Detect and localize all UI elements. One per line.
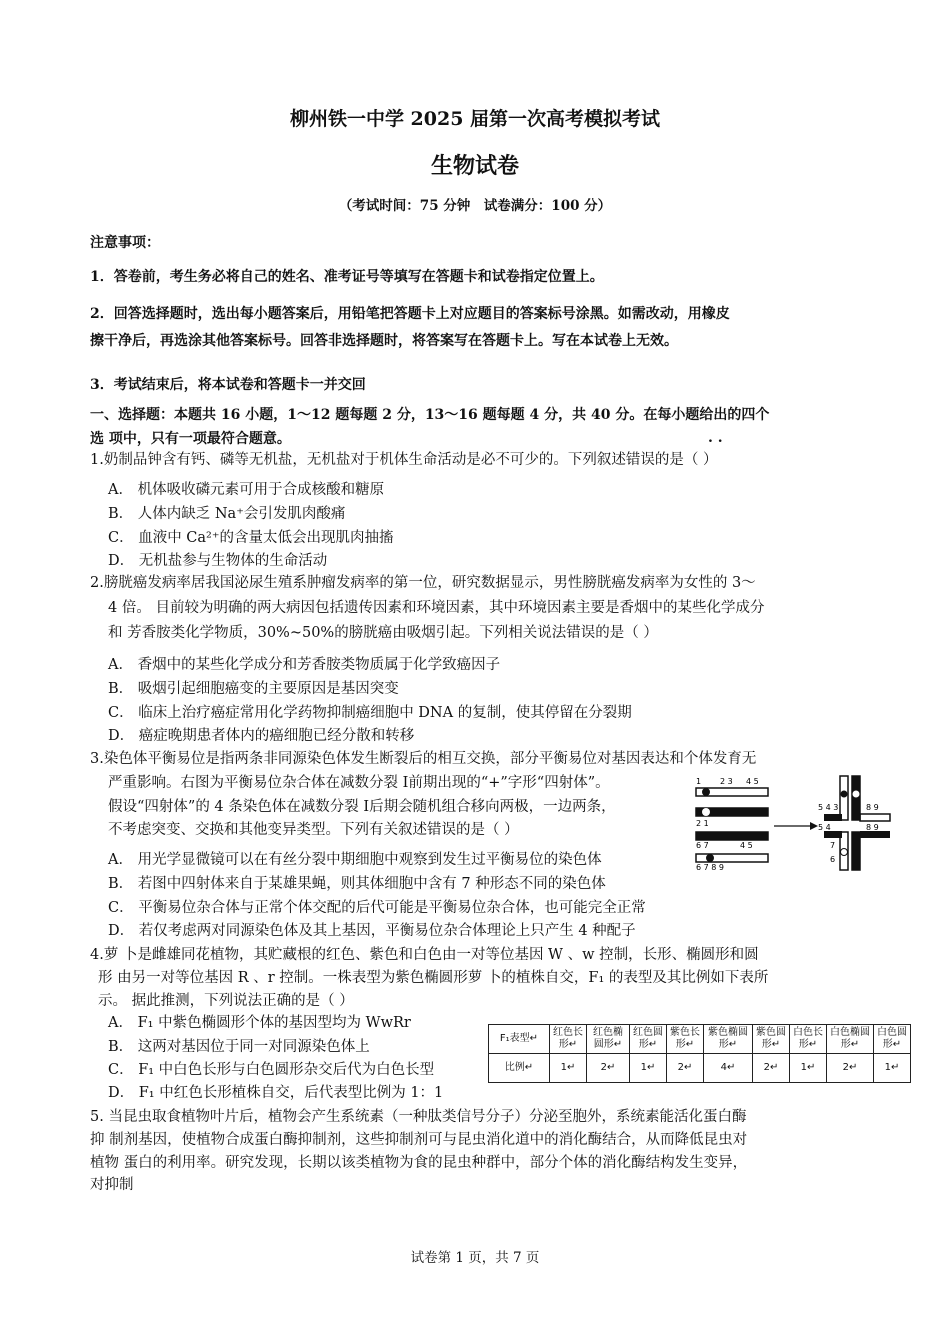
q5-line2: 抑 制剂基因，使植物合成蛋白酶抑制剂，这些抑制剂可与昆虫消化道中的消化酶结合，从而降低昆虫对 xyxy=(90,1132,748,1148)
notice-item-1: 1．答卷前，考生务必将自己的姓名、准考证号等填写在答题卡和试卷指定位置上。 xyxy=(90,269,604,285)
q2-option-c: C． 临床上治疗癌症常用化学药物抑制癌细胞中 DNA 的复制，使其停留在分裂期 xyxy=(108,705,632,721)
figure-label: 2 3 xyxy=(720,777,733,786)
figure-label: 2 1 xyxy=(696,819,709,828)
q5-line4: 对抑制 xyxy=(90,1177,134,1193)
table-header-cell: F₁表型↵ xyxy=(489,1025,550,1054)
q1-option-d: D． 无机盐参与生物体的生命活动 xyxy=(108,553,328,569)
q1-option-b: B． 人体内缺乏 Na⁺会引发肌肉酸痛 xyxy=(108,506,346,522)
table-header-cell: 比例↵ xyxy=(489,1054,550,1083)
subject-title: 生物试卷 xyxy=(430,153,519,179)
section1-line2: 选 项中，只有一项最符合题意。 xyxy=(90,431,291,447)
q1-option-a: A． 机体吸收磷元素可用于合成核酸和糖原 xyxy=(108,482,385,498)
q2-option-b: B． 吸烟引起细胞癌变的主要原因是基因突变 xyxy=(108,681,399,697)
f1-phenotype-table xyxy=(488,1024,911,1083)
q4-option-c: C． F₁ 中白色长形与白色圆形杂交后代为白色长型 xyxy=(108,1062,435,1078)
chromosome-3 xyxy=(696,832,768,840)
table-cell: 2↵ xyxy=(827,1054,874,1083)
q3-option-b: B． 若图中四射体来自于某雄果蝇，则其体细胞中含有 7 种形态不同的染色体 xyxy=(108,876,606,892)
table-cell: 紫色长形↵ xyxy=(667,1025,704,1054)
notice-item-3: 3．考试结束后，将本试卷和答题卡一并交回 xyxy=(90,377,366,393)
arm-right-bottom xyxy=(860,831,890,838)
table-cell: 2↵ xyxy=(667,1054,704,1083)
q2-option-d: D． 癌症晚期患者体内的癌细胞已经分散和转移 xyxy=(108,728,415,744)
q4-option-b: B． 这两对基因位于同一对同源染色体上 xyxy=(108,1039,370,1055)
q4-line3: 示。 据此推测，下列说法正确的是（ ） xyxy=(98,993,354,1009)
table-cell: 红色长形↵ xyxy=(550,1025,587,1054)
arm-left-top xyxy=(824,814,842,821)
table-cell: 白色长形↵ xyxy=(790,1025,827,1054)
table-cell: 4↵ xyxy=(704,1054,753,1083)
figure-label: 1 xyxy=(696,777,702,786)
exam-title: 柳州铁一中学 2025 届第一次高考模拟考试 xyxy=(289,108,661,130)
q4-line2: 形 由另一对等位基因 R 、r 控制。一株表型为紫色椭圆形萝 卜的植株自交，F₁ 的表型及其比例如下表所 xyxy=(98,970,769,986)
table-cell: 白色椭圆形↵ xyxy=(827,1025,874,1054)
table-cell: 1↵ xyxy=(630,1054,667,1083)
notice-item-2-line1: 2．回答选择题时，选出每小题答案后，用铅笔把答题卡上对应题目的答案标号涂黑。如需改动，用橡皮 xyxy=(90,306,730,322)
q4-option-a: A． F₁ 中紫色椭圆形个体的基因型均为 WwRr xyxy=(108,1015,411,1031)
q5-line3: 植物 蛋白的利用率。研究发现，长期以该类植物为食的昆虫种群中，部分个体的消化酶结构发生变异， xyxy=(90,1155,748,1171)
table-cell: 1↵ xyxy=(790,1054,827,1083)
figure-label: 5 4 xyxy=(818,823,831,832)
page-footer: 试卷第 1 页，共 7 页 xyxy=(410,1250,540,1266)
centromere xyxy=(853,791,860,798)
centromere xyxy=(841,791,848,798)
table-cell: 白色圆形↵ xyxy=(874,1025,911,1054)
q4-line1: 4.萝 卜是雌雄同花植物，其贮藏根的红色、紫色和白色由一对等位基因 W 、w 控制，长形、椭圆形和圆 xyxy=(90,947,759,963)
table-cell: 2↵ xyxy=(587,1054,630,1083)
quadrivalent-figure xyxy=(688,774,893,874)
figure-label: 4 5 xyxy=(740,841,753,850)
arm-left-bottom xyxy=(824,831,842,838)
arm-right-top xyxy=(860,814,890,821)
q3-line2: 严重影响。右图为平衡易位杂合体在减数分裂 Ⅰ前期出现的“+”字形“四射体”。 xyxy=(108,775,610,791)
table-cell: 紫色圆形↵ xyxy=(753,1025,790,1054)
q3-line1: 3.染色体平衡易位是指两条非同源染色体发生断裂后的相互交换，部分平衡易位对基因表达和个体发育无 xyxy=(90,751,757,767)
centromere xyxy=(702,788,710,796)
centromere xyxy=(841,849,848,856)
table-cell: 2↵ xyxy=(753,1054,790,1083)
q2-line2: 4 倍。 目前较为明确的两大病因包括遗传因素和环境因素，其中环境因素主要是香烟中的某些化学成分 xyxy=(108,600,765,616)
q3-option-c: C． 平衡易位杂合体与正常个体交配的后代可能是平衡易位杂合体，也可能完全正常 xyxy=(108,900,646,916)
emphasis-dots: . . xyxy=(708,430,723,446)
figure-label: 8 9 xyxy=(866,803,879,812)
figure-label: 6 xyxy=(830,855,836,864)
arrow-head-icon xyxy=(810,822,818,830)
table-cell: 1↵ xyxy=(874,1054,911,1083)
arm-bottom-right xyxy=(852,832,860,870)
table-cell: 红色圆形↵ xyxy=(630,1025,667,1054)
notice-item-2-line2: 擦干净后，再选涂其他答案标号。回答非选择题时，将答案写在答题卡上。写在本试卷上无效。 xyxy=(90,333,678,349)
figure-label: 5 4 3 xyxy=(818,803,839,812)
notice-heading: 注意事项： xyxy=(90,235,160,251)
figure-label: 8 9 xyxy=(866,823,879,832)
table-cell: 紫色椭圆形↵ xyxy=(704,1025,753,1054)
table-cell: 红色椭圆形↵ xyxy=(587,1025,630,1054)
table-row xyxy=(489,1054,911,1083)
figure-label: 6 7 8 9 xyxy=(696,863,724,872)
section1-line1: 一、选择题：本题共 16 小题，1～12 题每题 2 分，13～16 题每题 4 分，共 40 分。在每小题给出的四个 xyxy=(90,407,770,423)
q1-stem: 1.奶制品钟含有钙、磷等无机盐，无机盐对于机体生命活动是必不可少的。下列叙述错误的是（ ） xyxy=(90,452,718,468)
q2-line1: 2.膀胱癌发病率居我国泌尿生殖系肿瘤发病率的第一位，研究数据显示，男性膀胱癌发病率为女性的 3～ xyxy=(90,575,756,591)
figure-label: 7 xyxy=(830,841,836,850)
q3-line3: 假设“四射体”的 4 条染色体在减数分裂 Ⅰ后期会随机组合移向两极，一边两条， xyxy=(108,799,616,815)
figure-label: 4 5 xyxy=(746,777,759,786)
arm-top-left xyxy=(840,776,848,820)
centromere xyxy=(706,854,714,862)
q2-option-a: A． 香烟中的某些化学成分和芳香胺类物质属于化学致癌因子 xyxy=(108,657,501,673)
q4-option-d: D． F₁ 中红色长形植株自交，后代表型比例为 1：1 xyxy=(108,1085,444,1101)
centromere xyxy=(702,808,710,816)
q3-option-d: D． 若仅考虑两对同源染色体及其上基因，平衡易位杂合体理论上只产生 4 种配子 xyxy=(108,923,636,939)
q3-option-a: A． 用光学显微镜可以在有丝分裂中期细胞中观察到发生过平衡易位的染色体 xyxy=(108,852,602,868)
q2-line3: 和 芳香胺类化学物质，30%~50%的膀胱癌由吸烟引起。下列相关说法错误的是（ ） xyxy=(108,625,658,641)
table-cell: 1↵ xyxy=(550,1054,587,1083)
exam-info: （考试时间：75 分钟 试卷满分：100 分） xyxy=(338,198,612,214)
q5-line1: 5. 当昆虫取食植物叶片后，植物会产生系统素（一种肽类信号分子）分泌至胞外，系统素能活化蛋白酶 xyxy=(90,1109,747,1125)
arm-top-right xyxy=(852,776,860,820)
q1-option-c: C． 血液中 Ca²⁺的含量太低会出现肌肉抽搐 xyxy=(108,530,394,546)
figure-label: 6 7 xyxy=(696,841,709,850)
q3-line4: 不考虑突变、交换和其他变异类型。下列有关叙述错误的是（ ） xyxy=(108,822,519,838)
table-row xyxy=(489,1025,911,1054)
